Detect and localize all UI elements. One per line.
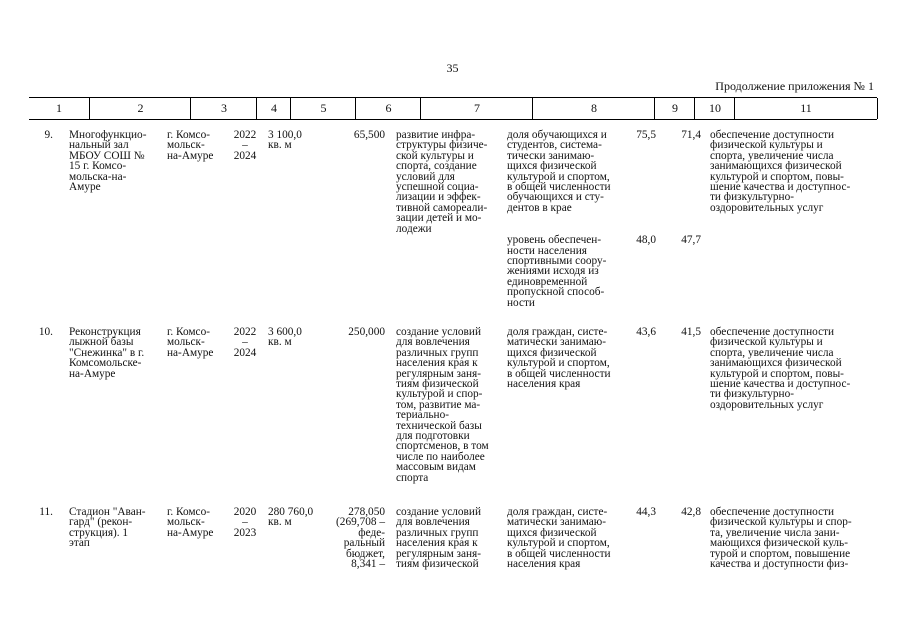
goal-line: числе по наиболее: [396, 450, 485, 463]
goal-line: развитие инфра-: [396, 129, 476, 141]
location: [167, 327, 227, 358]
indicator-line: студентов, система-: [507, 139, 602, 152]
object-name-line: этап: [69, 537, 90, 550]
header-col-3: 3: [190, 98, 257, 119]
indicator-line: доля граждан, систе-: [507, 506, 608, 518]
capacity-line: 3 100,0: [268, 129, 302, 141]
object-name-line: на-Амуре: [69, 367, 116, 380]
object-name-line: Комсомольске-: [69, 357, 142, 370]
years-line: 2024: [233, 346, 257, 359]
header-col-1: 1: [56, 101, 62, 115]
indicator-line: в общей численности: [507, 367, 611, 380]
goal-line: успешной социа-: [396, 181, 479, 194]
indicator-line: жениями исходя из: [507, 265, 599, 278]
goal-line: тивной самореали-: [396, 201, 488, 214]
indicator-value-col10: [665, 327, 701, 337]
capacity: [268, 327, 326, 348]
years-line: 2024: [233, 149, 257, 162]
expected-effect-line: спорта, увеличение числа: [710, 346, 834, 359]
indicator-value-col10: [665, 130, 701, 140]
capacity-line: 280 760,0: [268, 506, 314, 518]
indicator-value-col10: [665, 507, 701, 517]
years: [231, 130, 259, 161]
expected-effect-line: физической культуры и спор-: [710, 516, 852, 529]
object-name-line: Стадион "Аван-: [69, 506, 146, 518]
expected-effect: [710, 130, 870, 213]
header-col-10: 10: [694, 98, 735, 119]
header-col-9: 9: [654, 98, 695, 119]
indicator-value-col10-line: 41,5: [681, 326, 701, 338]
location-line: г. Комсо-: [167, 129, 210, 141]
indicator: [507, 327, 625, 389]
object-name-line: струкция). 1: [69, 526, 129, 539]
indicator-line: уровень обеспечен-: [507, 234, 602, 247]
header-col-2: 2: [89, 98, 191, 119]
indicator-value-col9-line: 43,6: [636, 326, 656, 338]
header-col-8: 8: [532, 98, 655, 119]
location-line: г. Комсо-: [167, 326, 210, 338]
expected-effect-line: ти физкультурно-: [710, 388, 795, 401]
cost: [328, 130, 385, 140]
expected-effect: [710, 327, 870, 410]
expected-effect-line: ти физкультурно-: [710, 191, 795, 204]
goal-line: регулярным заня-: [396, 367, 482, 380]
cost-line: феде-: [358, 526, 385, 539]
capacity-line: 3 600,0: [268, 326, 302, 338]
object-name-line: Амуре: [69, 181, 101, 194]
indicator-value-col9-line: 75,5: [636, 129, 656, 141]
goal-line: тиям физической: [396, 378, 479, 391]
header-col-5: 5: [290, 98, 356, 119]
goal-line: тиям физической: [396, 558, 479, 571]
location-line: на-Амуре: [167, 149, 214, 162]
location-line: на-Амуре: [167, 346, 214, 359]
goal: [396, 327, 502, 483]
row-number: [29, 130, 53, 140]
indicator-value-col9-line: 48,0: [636, 234, 656, 247]
years-line: –: [242, 139, 248, 152]
header-col-11: 11: [734, 98, 878, 119]
expected-effect-line: оздоровительных услуг: [710, 201, 824, 214]
years: [231, 507, 259, 538]
expected-effect-line: оздоровительных услуг: [710, 398, 824, 411]
object-name: [69, 507, 161, 549]
expected-effect-line: та, увеличение числа зани-: [710, 526, 840, 539]
expected-effect-line: шение качества и доступнос-: [710, 378, 851, 391]
indicator-line: ности населения: [507, 244, 587, 257]
goal: [396, 130, 502, 234]
indicator-line: спортивными соору-: [507, 255, 607, 267]
object-name-line: Многофункцио-: [69, 129, 147, 141]
indicator-line: доля граждан, систе-: [507, 326, 608, 338]
indicator-line: населения края: [507, 378, 581, 391]
capacity-line: кв. м: [268, 139, 292, 152]
object-name-line: "Снежинка" в г.: [69, 346, 145, 359]
goal-line: населения края к: [396, 537, 478, 550]
indicator-line: пропускной способ-: [507, 286, 605, 299]
years-line: –: [242, 516, 248, 529]
years-line: 2023: [233, 526, 257, 539]
indicator-value-col9: [625, 327, 656, 337]
indicator-line: щихся физической: [507, 160, 597, 173]
indicator-line: обучающихся и сту-: [507, 191, 604, 204]
indicator-value-col9-line: 44,3: [636, 506, 656, 518]
location-line: г. Комсо-: [167, 506, 210, 518]
goal-line: регулярным заня-: [396, 547, 482, 560]
expected-effect-line: занимающихся физической: [710, 357, 842, 370]
goal-line: для вовлечения: [396, 516, 470, 529]
continuation-caption: Продолжение приложения № 1: [715, 79, 874, 93]
location-line: мольск-: [167, 516, 205, 529]
goal-line: создание условий: [396, 326, 481, 338]
capacity: [268, 130, 326, 151]
expected-effect-line: обеспечение доступности: [710, 326, 835, 338]
cost-line: бюджет,: [346, 547, 385, 560]
expected-effect-line: обеспечение доступности: [710, 506, 835, 518]
goal-line: населения края к: [396, 357, 478, 370]
goal: [396, 507, 502, 569]
capacity: [268, 507, 326, 528]
goal-line: создание условий: [396, 506, 481, 518]
expected-effect-line: занимающихся физической: [710, 160, 842, 173]
indicator-value-col9: [625, 235, 656, 245]
indicator-line: щихся физической: [507, 346, 597, 359]
goal-line: условий для: [396, 170, 455, 183]
location-line: мольск-: [167, 336, 205, 349]
indicator-line: доля обучающихся и: [507, 129, 607, 141]
indicator-line: в общей численности: [507, 547, 611, 560]
expected-effect-line: мающихся физической куль-: [710, 537, 848, 550]
years-line: 2022: [233, 326, 257, 338]
years-line: 2022: [233, 129, 257, 141]
indicator-line: матически занимаю-: [507, 516, 606, 529]
indicator-line: культурой и спортом,: [507, 537, 610, 550]
cost-line: ральный: [343, 537, 385, 550]
indicator-line: матически занимаю-: [507, 336, 606, 349]
object-name-line: гард" (рекон-: [69, 516, 133, 529]
object-name-line: Реконструкция: [69, 326, 141, 338]
object-name: [69, 130, 161, 192]
years-line: 2020: [233, 506, 257, 518]
expected-effect: [710, 507, 870, 569]
indicator: [507, 507, 625, 569]
goal-line: различных групп: [396, 526, 479, 539]
expected-effect-line: турой и спортом, повышение: [710, 547, 851, 560]
indicator-line: в общей численности: [507, 181, 611, 194]
row-number: [29, 327, 53, 337]
indicator-line: культурой и спортом,: [507, 170, 610, 183]
indicator-value-col10-line: 42,8: [681, 506, 701, 518]
expected-effect-line: обеспечение доступности: [710, 129, 835, 141]
indicator-value-col10-line: 47,7: [681, 234, 701, 247]
expected-effect-line: культурой и спортом, повы-: [710, 367, 844, 380]
indicator-line: культурой и спортом,: [507, 357, 610, 370]
header-col-7: 7: [420, 98, 533, 119]
indicator-line: щихся физической: [507, 526, 597, 539]
expected-effect-line: физической культуры и: [710, 139, 823, 152]
indicator: [507, 235, 625, 308]
goal-line: спорта: [396, 471, 429, 484]
cost-line: 278,050: [348, 506, 385, 518]
goal-line: спорта, создание: [396, 160, 477, 173]
header-col-4: 4: [256, 98, 291, 119]
cost-line: 250,000: [348, 326, 385, 338]
object-name-line: лыжной базы: [69, 336, 134, 349]
object-name: [69, 327, 161, 379]
row-number-line: 10.: [38, 326, 53, 338]
goal-line: ской культуры и: [396, 149, 474, 162]
indicator: [507, 130, 625, 213]
row-number-line: 11.: [39, 506, 53, 518]
expected-effect-line: шение качества и доступнос-: [710, 181, 851, 194]
cost: [328, 327, 385, 337]
expected-effect-line: качества и доступности физ-: [710, 558, 849, 571]
goal-line: технической базы: [396, 419, 482, 432]
goal-line: териально-: [396, 409, 450, 422]
indicator-line: дентов в крае: [507, 201, 572, 214]
indicator-line: населения края: [507, 558, 581, 571]
goal-line: для подготовки: [396, 430, 470, 443]
goal-line: зации детей и мо-: [396, 212, 482, 225]
years-line: –: [242, 336, 248, 349]
goal-line: лизации и эффек-: [396, 191, 481, 204]
goal-line: спортсменов, в том: [396, 440, 489, 453]
header-col-6: 6: [355, 98, 421, 119]
goal-line: лодежи: [396, 222, 432, 235]
expected-effect-line: спорта, увеличение числа: [710, 149, 834, 162]
row-number: [29, 507, 53, 517]
row-number-line: 9.: [44, 129, 53, 141]
cost: [328, 507, 385, 569]
indicator-value-col10: [665, 235, 701, 245]
cost-line: 65,500: [353, 129, 385, 141]
location-line: на-Амуре: [167, 526, 214, 539]
object-name-line: МБОУ СОШ №: [69, 149, 145, 162]
indicator-value-col9: [625, 507, 656, 517]
page-number: 35: [446, 61, 459, 75]
location: [167, 130, 227, 161]
location-line: мольск-: [167, 139, 205, 152]
capacity-line: кв. м: [268, 336, 292, 349]
expected-effect-line: физической культуры и: [710, 336, 823, 349]
goal-line: культурой и спор-: [396, 388, 483, 401]
object-name-line: нальный зал: [69, 139, 129, 152]
goal-line: том, развитие ма-: [396, 398, 481, 411]
cost-line: 8,341 –: [351, 558, 385, 571]
indicator-line: ности: [507, 296, 535, 309]
years: [231, 327, 259, 358]
expected-effect-line: культурой и спортом, повы-: [710, 170, 844, 183]
cost-line: (269,708 –: [336, 516, 385, 529]
goal-line: для вовлечения: [396, 336, 470, 349]
indicator-line: тически занимаю-: [507, 149, 595, 162]
indicator-line: единовременной: [507, 275, 588, 288]
object-name-line: 15 г. Комсо-: [69, 160, 127, 173]
goal-line: структуры физиче-: [396, 139, 488, 152]
goal-line: массовым видам: [396, 461, 476, 474]
goal-line: различных групп: [396, 346, 479, 359]
indicator-value-col9: [625, 130, 656, 140]
indicator-value-col10-line: 71,4: [681, 129, 701, 141]
capacity-line: кв. м: [268, 516, 292, 529]
object-name-line: мольска-на-: [69, 170, 127, 183]
location: [167, 507, 227, 538]
